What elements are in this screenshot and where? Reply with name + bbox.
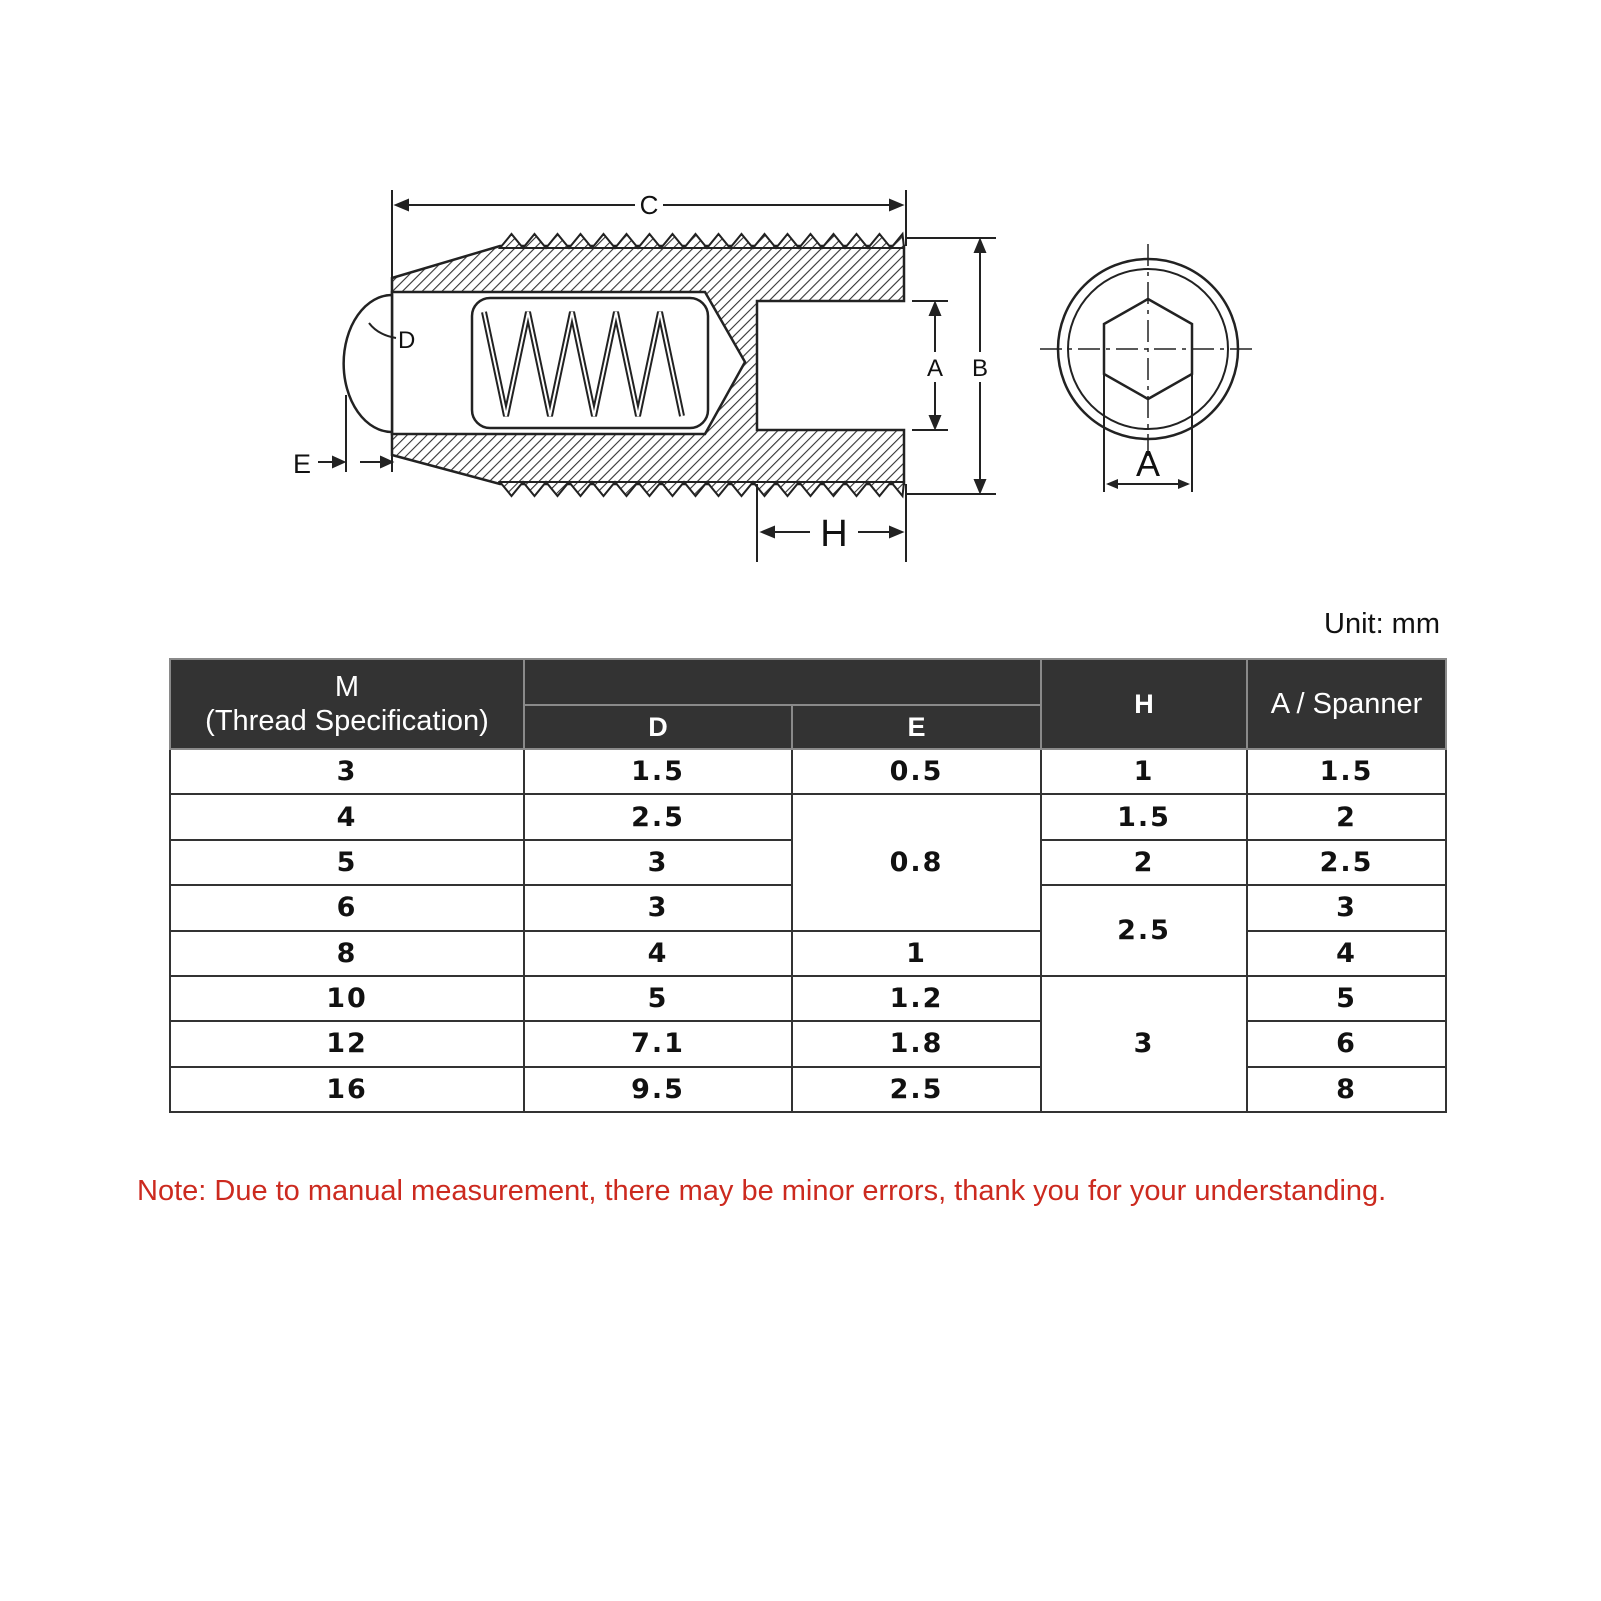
table-row — [170, 1021, 1446, 1066]
header-m-line2: (Thread Specification) — [205, 705, 489, 737]
cell-h-merged: 2.5 — [1041, 885, 1247, 976]
cell-h-merged: 3 — [1041, 976, 1247, 1112]
cell-e: 1.2 — [792, 976, 1041, 1021]
cell-a: 4 — [1247, 931, 1446, 976]
cell-h: 1 — [1041, 749, 1247, 794]
header-h: H — [1041, 659, 1247, 749]
cell-d: 7.1 — [524, 1021, 792, 1066]
table-row — [170, 931, 1446, 976]
spring — [472, 298, 708, 428]
cell-m: 12 — [170, 1021, 524, 1066]
cell-d: 4 — [524, 931, 792, 976]
header-d: D — [524, 705, 792, 749]
header-group — [524, 659, 1041, 705]
spec-table — [169, 658, 1447, 1113]
cell-e: 0.5 — [792, 749, 1041, 794]
label-d: D — [398, 327, 416, 354]
cell-m: 6 — [170, 885, 524, 930]
table-row — [170, 976, 1446, 1021]
cell-a: 5 — [1247, 976, 1446, 1021]
cell-m: 8 — [170, 931, 524, 976]
cell-d: 3 — [524, 885, 792, 930]
label-e: E — [293, 449, 312, 479]
table-row — [170, 749, 1446, 794]
measurement-note: Note: Due to manual measurement, there may be minor errors, thank you for your understanding. — [137, 1175, 1387, 1207]
header-row-1 — [170, 659, 1446, 705]
label-b-side: B — [971, 355, 989, 382]
table-row — [170, 794, 1446, 839]
cell-m: 4 — [170, 794, 524, 839]
cell-h: 2 — [1041, 840, 1247, 885]
cell-m: 5 — [170, 840, 524, 885]
table-row — [170, 1067, 1446, 1112]
label-c: C — [639, 190, 659, 220]
cell-a: 1.5 — [1247, 749, 1446, 794]
header-m-line1: M — [334, 671, 360, 703]
cell-e: 1.8 — [792, 1021, 1041, 1066]
cell-a: 2.5 — [1247, 840, 1446, 885]
cell-d: 9.5 — [524, 1067, 792, 1112]
header-e: E — [792, 705, 1041, 749]
unit-label: Unit: mm — [1324, 608, 1440, 640]
ball-plunger-drawing — [0, 0, 1601, 590]
cell-d: 5 — [524, 976, 792, 1021]
cell-m: 16 — [170, 1067, 524, 1112]
cell-h: 1.5 — [1041, 794, 1247, 839]
cell-a: 2 — [1247, 794, 1446, 839]
cell-d: 2.5 — [524, 794, 792, 839]
cell-e-merged: 0.8 — [792, 794, 1041, 930]
cell-m: 10 — [170, 976, 524, 1021]
cell-a: 6 — [1247, 1021, 1446, 1066]
cell-e: 1 — [792, 931, 1041, 976]
cell-d: 1.5 — [524, 749, 792, 794]
ball — [344, 295, 392, 432]
label-h: H — [820, 513, 848, 555]
cell-m: 3 — [170, 749, 524, 794]
cell-a: 3 — [1247, 885, 1446, 930]
cell-e: 2.5 — [792, 1067, 1041, 1112]
label-a-end: A — [1135, 443, 1161, 484]
cell-d: 3 — [524, 840, 792, 885]
label-a-side: A — [926, 355, 944, 382]
header-m — [170, 659, 524, 749]
cell-a: 8 — [1247, 1067, 1446, 1112]
header-a-spanner: A / Spanner — [1247, 659, 1446, 749]
